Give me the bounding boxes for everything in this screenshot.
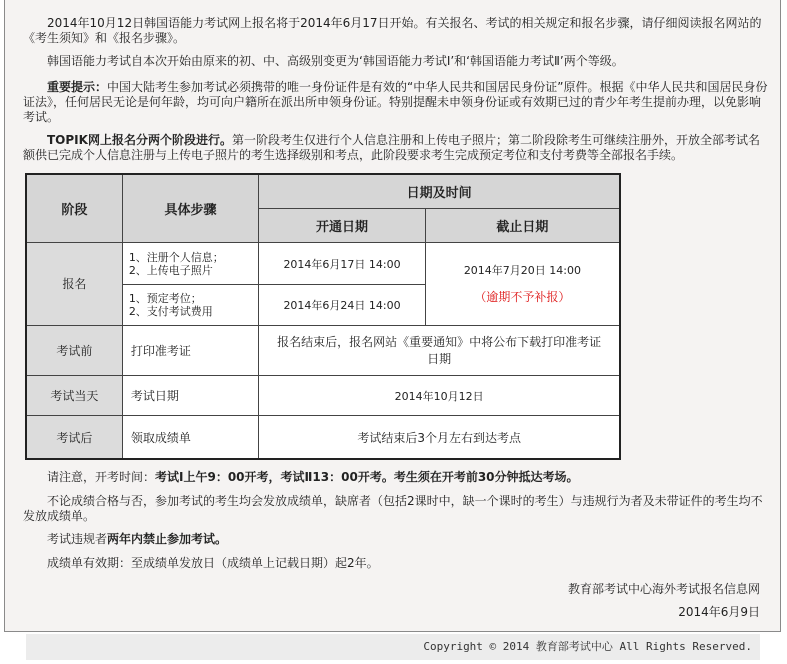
header-datetime: 日期及时间 [259, 174, 620, 208]
registration-step-item: 2、上传电子照片 [128, 263, 213, 277]
violation-note [23, 532, 768, 547]
signature-date: 2014年6月9日 [678, 605, 760, 619]
exam-day-step: 考试日期 [122, 375, 258, 415]
stage-before-exam: 考试前 [26, 325, 122, 375]
signature-org: 教育部考试中心海外考试报名信息网 [567, 582, 760, 596]
before-exam-step: 打印准考证 [122, 325, 258, 375]
intro-paragraph-1: 2014年10月12日韩国语能力考试网上报名将于2014年6月17日开始。有关报名、考试的相关规定和报名步骤，请仔细阅读报名网站的《考生须知》和《报名步骤》。 [23, 16, 762, 45]
after-exam-info: 考试结束后3个月左右到达考点 [259, 416, 620, 459]
exam-day-date: 2014年10月12日 [259, 375, 620, 415]
registration-steps-phase-1 [122, 242, 258, 284]
late-registration-note: （逾期不予补报） [474, 290, 571, 305]
violation-note-label: 考试违规者 [47, 532, 108, 546]
copyright-footer: Copyright © 2014 教育部考试中心 All Rights Reserved. [26, 634, 760, 660]
registration-open-date-1: 2014年6月17日 14:00 [259, 242, 426, 284]
registration-step-item: 2、支付考试费用 [128, 304, 213, 318]
registration-step-item: 1、注册个人信息； [128, 250, 224, 264]
stage-registration: 报名 [26, 242, 122, 325]
intro-paragraph-2: 韩国语能力考试自本次开始由原来的初、中、高级别变更为‘韩国语能力考试Ⅰ’和‘韩国语能力考试Ⅱ’两个等级。 [47, 54, 624, 68]
registration-phases-label: TOPIK网上报名分两个阶段进行。 [47, 133, 232, 147]
registration-close-cell [425, 242, 620, 325]
header-open-date: 开通日期 [259, 208, 426, 242]
header-close-date: 截止日期 [425, 208, 620, 242]
stage-exam-day: 考试当天 [26, 375, 122, 415]
transcript-policy-note: 不论成绩合格与否，参加考试的考生均会发放成绩单，缺席者（包括2课时中，缺一个课时的考生）与违规行为者及未带证件的考生均不发放成绩单。 [23, 494, 763, 523]
registration-phases-text: 第一阶段考生仅进行个人信息注册和上传电子照片；第二阶段除考生可继续注册外，开放全部考试名额供已完成个人信息注册与上传电子照片的考生选择级别和考点，此阶段要求考生完成预定考位和支付考费等全部报名手续。 [23, 133, 760, 162]
exam-time-note-text: 考试Ⅰ上午9：00开考，考试Ⅱ13：00开考。考生须在开考前30分钟抵达考场。 [155, 470, 579, 484]
registration-phases [23, 133, 768, 163]
registration-open-date-2: 2014年6月24日 14:00 [259, 285, 426, 325]
violation-note-text: 两年内禁止参加考试。 [107, 532, 228, 546]
before-exam-info: 报名结束后，报名网站《重要通知》中将公布下载打印准考证日期 [259, 325, 620, 375]
schedule-table [25, 173, 621, 460]
important-notice [23, 80, 768, 125]
exam-time-note-label: 请注意，开考时间： [47, 470, 156, 484]
transcript-validity-note: 成绩单有效期：至成绩单发放日（成绩单上记载日期）起2年。 [47, 556, 379, 570]
important-notice-text: 中国大陆考生参加考试必须携带的唯一身份证件是有效的“中华人民共和国居民身份证”原件。根据《中华人民共和国居民身份证法》，任何居民无论是何年龄，均可向户籍所在派出所申领身份证。特别提醒未申领身份证或有效期已过的青少年考生提前办理，以免影响考试。 [23, 80, 768, 124]
registration-step-item: 1、预定考位； [128, 291, 202, 305]
exam-time-note [23, 470, 768, 485]
registration-close-date: 2014年7月20日 14:00 [463, 264, 581, 278]
important-notice-label: 重要提示： [47, 80, 108, 94]
registration-steps-phase-2 [122, 285, 258, 325]
after-exam-step: 领取成绩单 [122, 416, 258, 459]
stage-after-exam: 考试后 [26, 416, 122, 459]
content-frame [4, 0, 781, 632]
header-steps: 具体步骤 [122, 174, 258, 242]
header-stage: 阶段 [26, 174, 122, 242]
